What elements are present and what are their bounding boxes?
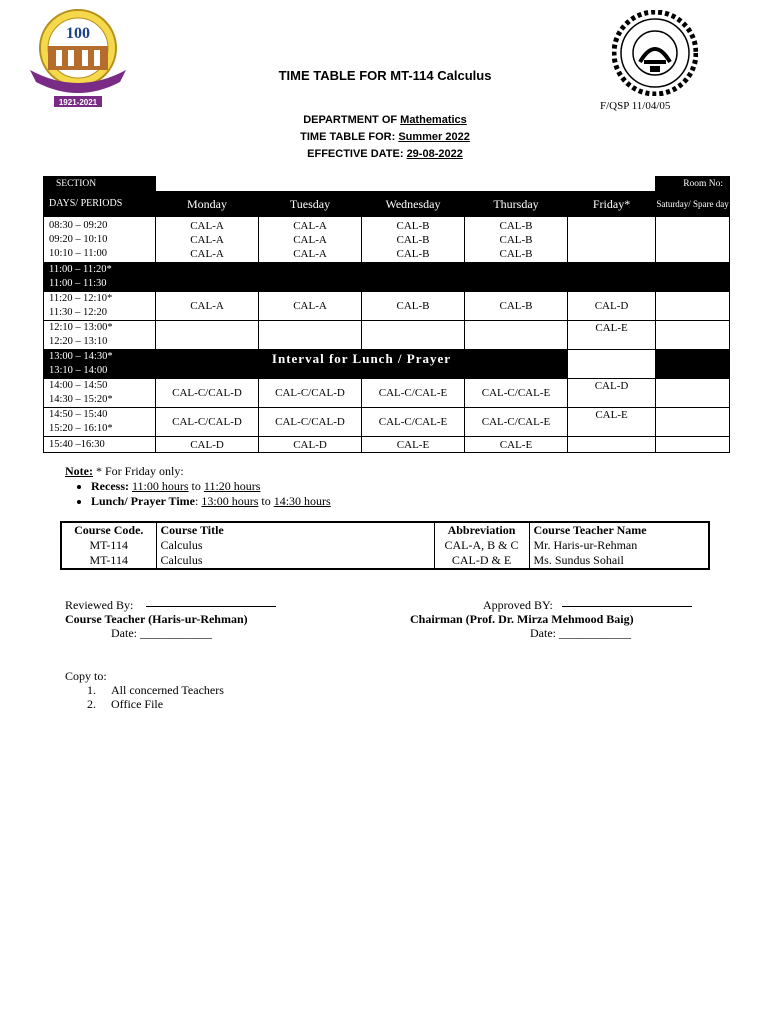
recess-to: 11:20 hours — [203, 479, 261, 493]
list-item — [65, 697, 224, 711]
effective-date-line — [0, 148, 770, 160]
day-header-wednesday: Wednesday — [362, 192, 465, 217]
timetable — [43, 176, 730, 453]
thursday-afternoon-2-class: CAL-C/CAL-E — [465, 408, 568, 437]
time-slots-morning — [44, 217, 156, 263]
friday-afternoon-1-class: CAL-D — [568, 379, 656, 408]
timetable-for-label: TIME TABLE FOR: — [300, 131, 396, 143]
class-cell: CAL-A — [190, 219, 224, 232]
time-slots-afternoon-2 — [44, 408, 156, 437]
time-slot: 11:20 – 12:10* — [49, 293, 113, 304]
recess-item — [91, 479, 331, 494]
effective-date-value: 29-08-2022 — [406, 148, 463, 160]
section-label: SECTION — [44, 177, 156, 192]
class-cell: CAL-A — [293, 233, 327, 246]
course-table-header — [61, 522, 709, 538]
spare-last-empty — [656, 437, 730, 453]
time-slot: 15:20 – 16:10* — [49, 423, 113, 434]
class-cell: CAL-B — [499, 233, 533, 246]
day-header-tuesday: Tuesday — [259, 192, 362, 217]
class-cell: CAL-B — [499, 247, 533, 260]
copy-recipient: Office File — [111, 697, 164, 711]
friday-note — [65, 464, 331, 509]
time-slots-recess — [44, 263, 156, 292]
course-code: MT-114 — [61, 553, 156, 569]
list-number: 2. — [87, 697, 96, 711]
note-label: Note: — [65, 464, 93, 478]
spare-afternoon-2-empty — [656, 408, 730, 437]
department-line — [0, 114, 770, 126]
note-text: * For Friday only: — [95, 464, 184, 478]
reviewer-signature-line — [146, 606, 276, 607]
time-slot: 14:00 – 14:50 — [49, 380, 108, 391]
spare-noon-empty — [656, 321, 730, 350]
course-title: Calculus — [156, 538, 434, 553]
wednesday-midday-class: CAL-B — [362, 292, 465, 321]
form-number: F/QSP 11/04/05 — [600, 100, 671, 112]
class-cell: CAL-B — [396, 247, 430, 260]
tuesday-midday-class: CAL-A — [259, 292, 362, 321]
class-cell: CAL-A — [190, 247, 224, 260]
header-abbreviation: Abbreviation — [434, 522, 529, 538]
course-table — [60, 521, 710, 570]
timetable-for-line — [0, 131, 770, 143]
time-slot: 09:20 – 10:10 — [49, 233, 108, 245]
tuesday-noon-empty — [259, 321, 362, 350]
reviewed-by-block — [65, 598, 305, 640]
course-abbreviation: CAL-A, B & C — [434, 538, 529, 553]
time-slot: 13:10 – 14:00 — [49, 365, 108, 376]
monday-noon-empty — [156, 321, 259, 350]
tuesday-afternoon-1-class: CAL-C/CAL-D — [259, 379, 362, 408]
time-slot: 14:50 – 15:40 — [49, 409, 108, 420]
spare-afternoon-1-empty — [656, 379, 730, 408]
university-centenary-logo — [20, 8, 136, 108]
approved-by-block — [405, 598, 705, 640]
wednesday-afternoon-1-class: CAL-C/CAL-E — [362, 379, 465, 408]
course-teacher: Mr. Haris-ur-Rehman — [529, 538, 709, 553]
reviewer-date-blank: ____________ — [140, 626, 212, 640]
wednesday-noon-empty — [362, 321, 465, 350]
time-slot: 11:00 – 11:30 — [49, 278, 107, 289]
copy-to-block — [65, 669, 224, 711]
spare-midday-empty — [656, 292, 730, 321]
table-row — [61, 553, 709, 569]
time-slot: 12:10 – 13:00* — [49, 322, 113, 333]
approver-date-label: Date: — [530, 626, 556, 640]
time-slot: 14:30 – 15:20* — [49, 394, 113, 405]
reviewer-date-label: Date: — [111, 626, 137, 640]
friday-interval-empty — [568, 350, 656, 379]
list-item — [65, 683, 224, 697]
time-slot: 10:10 – 11:00 — [49, 247, 107, 259]
lunch-interval-banner: Interval for Lunch / Prayer — [156, 350, 568, 379]
wednesday-morning-classes — [362, 217, 465, 263]
table-row — [61, 538, 709, 553]
timetable-for-value: Summer 2022 — [398, 131, 470, 143]
time-slot: 12:20 – 13:10 — [49, 336, 108, 347]
department-label: DEPARTMENT OF — [303, 114, 398, 126]
lunch-label: Lunch/ Prayer Time — [91, 494, 196, 508]
approved-by-label: Approved BY: — [483, 598, 553, 612]
wednesday-afternoon-2-class: CAL-C/CAL-E — [362, 408, 465, 437]
wednesday-last-class: CAL-E — [362, 437, 465, 453]
class-cell: CAL-B — [396, 233, 430, 246]
time-slot: 08:30 – 09:20 — [49, 219, 108, 231]
course-code: MT-114 — [61, 538, 156, 553]
logo-years: 1921-2021 — [58, 98, 98, 107]
recess-from: 11:00 hours — [131, 479, 189, 493]
monday-midday-class: CAL-A — [156, 292, 259, 321]
room-no-label: Room No: — [656, 177, 730, 192]
header-teacher-name: Course Teacher Name — [529, 522, 709, 538]
thursday-last-class: CAL-E — [465, 437, 568, 453]
copy-to-label: Copy to: — [65, 669, 107, 683]
friday-noon-class: CAL-E — [568, 321, 656, 350]
thursday-noon-empty — [465, 321, 568, 350]
time-slot: 11:00 – 11:20* — [49, 264, 112, 275]
lunch-item: • Lunch/ Prayer Time: 13:00 hours to 14:30 hours — [91, 494, 331, 509]
class-cell: CAL-B — [499, 219, 533, 232]
effective-date-label: EFFECTIVE DATE: — [307, 148, 404, 160]
time-slots-noon — [44, 321, 156, 350]
spare-interval-dark — [656, 350, 730, 379]
course-abbreviation: CAL-D & E — [434, 553, 529, 569]
friday-afternoon-2-class: CAL-E — [568, 408, 656, 437]
tuesday-afternoon-2-class: CAL-C/CAL-D — [259, 408, 362, 437]
header-course-title: Course Title — [156, 522, 434, 538]
day-header-monday: Monday — [156, 192, 259, 217]
recess-label: Recess: — [91, 479, 129, 493]
day-header-thursday: Thursday — [465, 192, 568, 217]
time-slots-interval — [44, 350, 156, 379]
days-periods-label: DAYS/ PERIODS — [44, 192, 156, 217]
tuesday-morning-classes — [259, 217, 362, 263]
class-cell: CAL-A — [190, 233, 224, 246]
reviewer-name: Course Teacher (Haris-ur-Rehman) — [65, 612, 248, 626]
monday-afternoon-1-class: CAL-C/CAL-D — [156, 379, 259, 408]
lunch-to: 14:30 hours — [273, 494, 331, 508]
approver-date-blank: ____________ — [559, 626, 631, 640]
approver-name: Chairman (Prof. Dr. Mirza Mehmood Baig) — [410, 612, 634, 626]
document-title: TIME TABLE FOR MT-114 Calculus — [278, 68, 492, 83]
monday-afternoon-2-class: CAL-C/CAL-D — [156, 408, 259, 437]
reviewed-by-label: Reviewed By: — [65, 598, 134, 612]
lunch-to-word: to — [261, 494, 271, 508]
time-slots-midday — [44, 292, 156, 321]
class-cell: CAL-A — [293, 247, 327, 260]
tuesday-last-class: CAL-D — [259, 437, 362, 453]
copy-recipient: All concerned Teachers — [111, 683, 224, 697]
time-slot: 11:30 – 12:20 — [49, 307, 107, 318]
friday-midday-class: CAL-D — [568, 292, 656, 321]
time-slot: 13:00 – 14:30* — [49, 351, 113, 362]
thursday-midday-class: CAL-B — [465, 292, 568, 321]
monday-last-class: CAL-D — [156, 437, 259, 453]
ned-university-seal-logo — [612, 10, 698, 96]
department-value: Mathematics — [400, 114, 467, 126]
day-header-friday: Friday* — [568, 192, 656, 217]
friday-morning-empty — [568, 217, 656, 263]
list-number: 1. — [87, 683, 96, 697]
lunch-from: 13:00 hours — [201, 494, 259, 508]
class-cell: CAL-B — [396, 219, 430, 232]
class-cell: CAL-A — [293, 219, 327, 232]
header-course-code: Course Code. — [61, 522, 156, 538]
spare-morning-empty — [656, 217, 730, 263]
logo-centenary-number: 100 — [66, 25, 90, 42]
course-teacher: Ms. Sundus Sohail — [529, 553, 709, 569]
course-title: Calculus — [156, 553, 434, 569]
recess-bar — [156, 263, 730, 292]
friday-last-empty — [568, 437, 656, 453]
approver-signature-line — [562, 606, 692, 607]
thursday-morning-classes — [465, 217, 568, 263]
day-header-spare: Saturday/ Spare day — [656, 192, 730, 217]
recess-to-word: to — [191, 479, 201, 493]
time-slot-last: 15:40 –16:30 — [44, 437, 156, 453]
time-slots-afternoon-1 — [44, 379, 156, 408]
thursday-afternoon-1-class: CAL-C/CAL-E — [465, 379, 568, 408]
monday-morning-classes — [156, 217, 259, 263]
